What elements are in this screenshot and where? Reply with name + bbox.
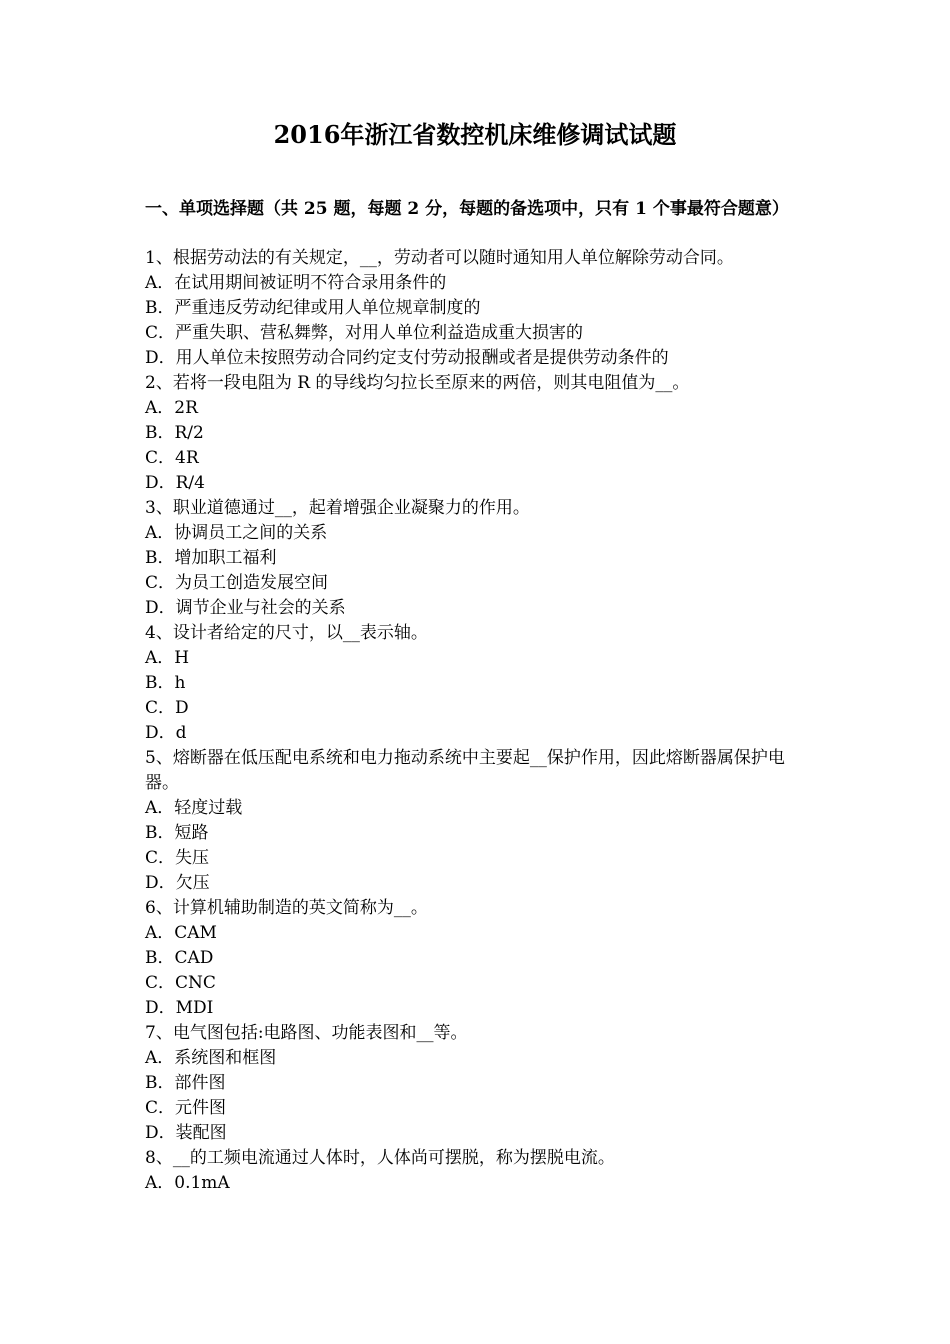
answer-option: D．R/4 (145, 473, 205, 493)
question-block (145, 1146, 811, 1196)
answer-option: D．装配图 (145, 1123, 227, 1143)
answer-option: A．轻度过载 (145, 798, 243, 818)
answer-option: A．协调员工之间的关系 (145, 523, 328, 543)
answer-option: D．MDI (145, 998, 214, 1018)
answer-option: A．CAM (145, 923, 217, 943)
question-stem: 3、职业道德通过__，起着增强企业凝聚力的作用。 (145, 498, 530, 518)
answer-option: B．CAD (145, 948, 214, 968)
answer-option: D．欠压 (145, 873, 210, 893)
answer-option: C．CNC (145, 973, 216, 993)
answer-option: B．h (145, 673, 186, 693)
question-stem: 6、计算机辅助制造的英文简称为__。 (145, 898, 428, 918)
question-stem: 2、若将一段电阻为 R 的导线均匀拉长至原来的两倍，则其电阻值为__。 (145, 373, 690, 393)
question-stem: 7、电气图包括:电路图、功能表图和__等。 (145, 1023, 468, 1043)
answer-option: C．4R (145, 448, 199, 468)
question-block (145, 496, 811, 621)
answer-option: A．H (145, 648, 190, 668)
question-stem: 1、根据劳动法的有关规定，__，劳动者可以随时通知用人单位解除劳动合同。 (145, 248, 734, 268)
question-block (145, 621, 811, 746)
answer-option: B．严重违反劳动纪律或用人单位规章制度的 (145, 298, 481, 318)
question-list (145, 246, 811, 1196)
question-block (145, 246, 811, 371)
answer-option: B．增加职工福利 (145, 548, 277, 568)
question-stem: 8、__的工频电流通过人体时，人体尚可摆脱，称为摆脱电流。 (145, 1148, 615, 1168)
answer-option: C．为员工创造发展空间 (145, 573, 329, 593)
answer-option: B．短路 (145, 823, 209, 843)
answer-option: D．d (145, 723, 187, 743)
answer-option: B．部件图 (145, 1073, 226, 1093)
answer-option: C．严重失职、营私舞弊，对用人单位利益造成重大损害的 (145, 323, 584, 343)
section-heading: 一、单项选择题（共 25 题，每题 2 分，每题的备选项中，只有 1 个事最符合题意） (145, 199, 789, 219)
answer-option: C．元件图 (145, 1098, 227, 1118)
question-block (145, 746, 811, 896)
answer-option: A．0.1mA (145, 1173, 230, 1193)
question-stem: 4、设计者给定的尺寸，以__表示轴。 (145, 623, 428, 643)
answer-option: B．R/2 (145, 423, 204, 443)
question-block (145, 371, 811, 496)
answer-option: A．在试用期间被证明不符合录用条件的 (145, 273, 447, 293)
answer-option: D．调节企业与社会的关系 (145, 598, 346, 618)
answer-option: C．失压 (145, 848, 210, 868)
answer-option: A．系统图和框图 (145, 1048, 277, 1068)
document-title: 2016年浙江省数控机床维修调试试题 (273, 120, 677, 149)
answer-option: A．2R (145, 398, 198, 418)
question-block (145, 896, 811, 1021)
question-block (145, 1021, 811, 1146)
question-stem: 5、熔断器在低压配电系统和电力拖动系统中主要起__保护作用，因此熔断器属保护电器。 (145, 748, 785, 793)
answer-option: C．D (145, 698, 189, 718)
answer-option: D．用人单位未按照劳动合同约定支付劳动报酬或者是提供劳动条件的 (145, 348, 669, 368)
